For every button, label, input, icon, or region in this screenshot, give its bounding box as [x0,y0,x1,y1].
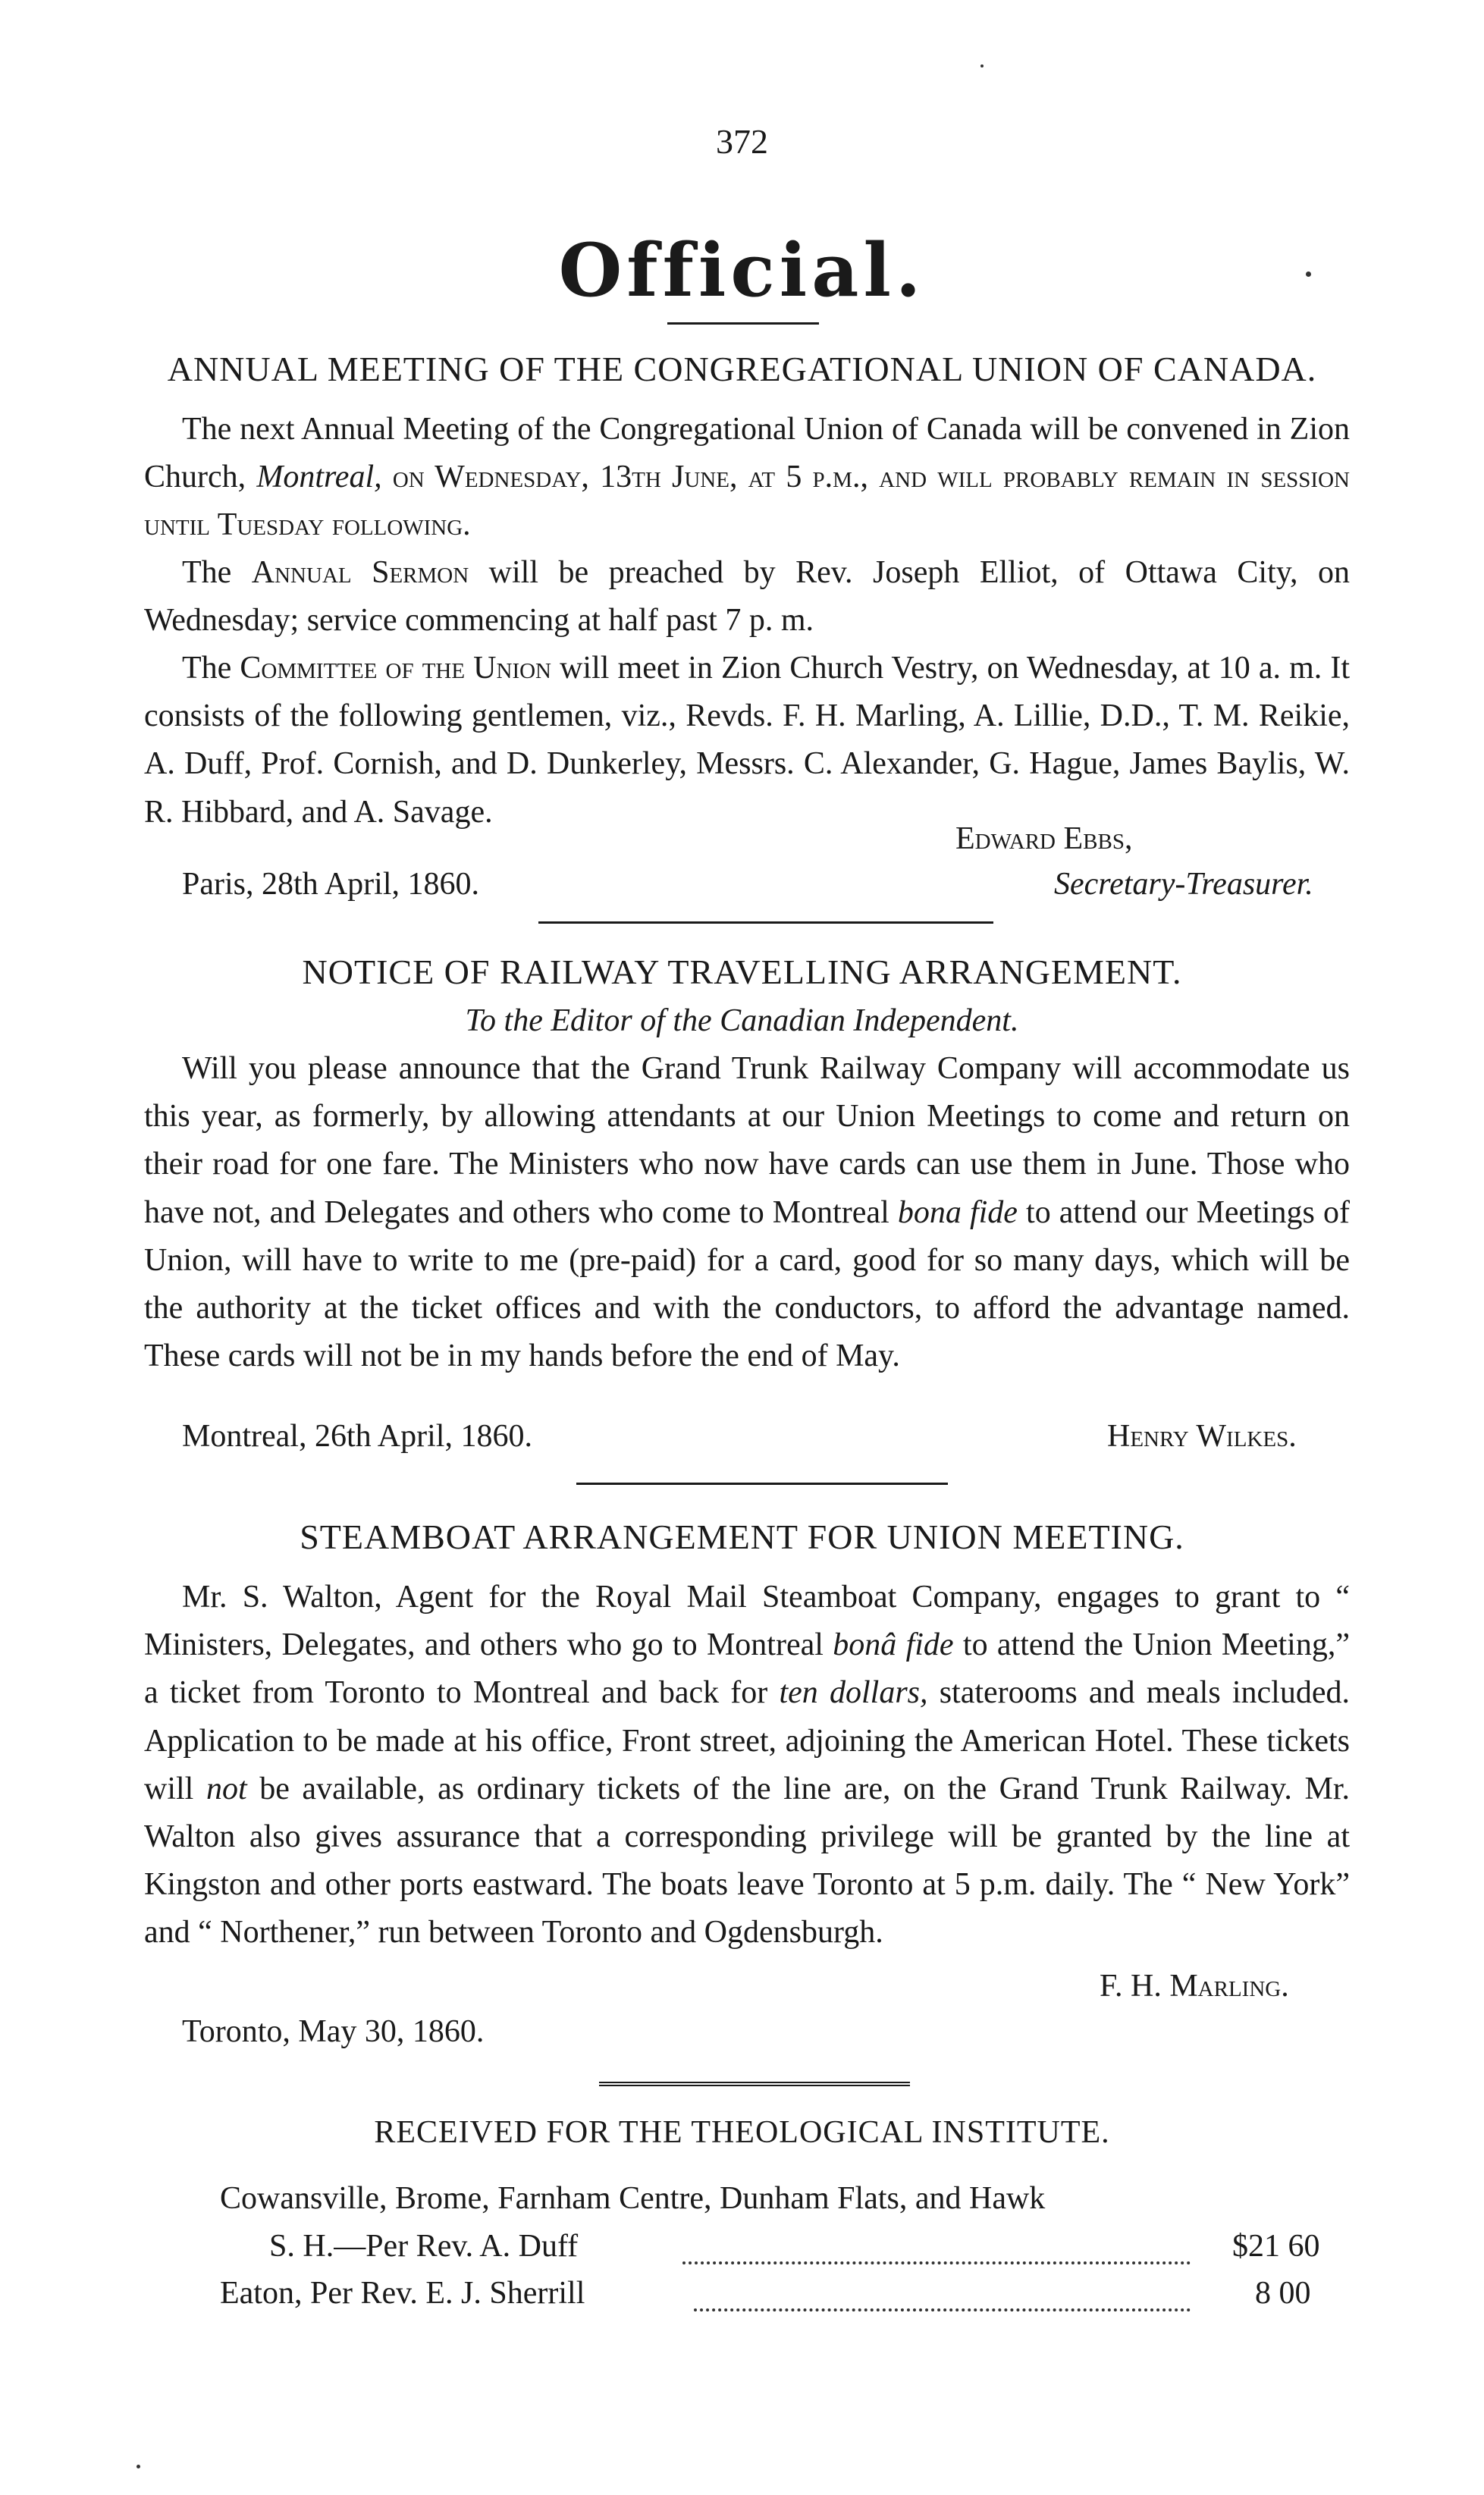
section-rule [576,1483,948,1485]
section-heading-annual-meeting: ANNUAL MEETING OF THE CONGREGATIONAL UNION OF CANADA. [167,350,1317,388]
text-run: Mr. S. Walton, Agent for the Royal Mail Steamboat Company, engages to grant to “ Ministers, Delegates, and others who go to Montreal [144,1580,1350,1663]
receipt-amount: $21 60 [1232,2229,1320,2264]
receipt-amount: 8 00 [1255,2276,1311,2311]
text-run: on Wednesday, 13th June, at 5 p.m., and will probably remain in session until Tuesday following. [144,460,1350,543]
page-number: 372 [716,122,768,161]
scan-speck [980,64,984,67]
signer-name: F. H. Marling. [1100,1969,1289,2004]
text-run: Will you please announce that the Grand Trunk Railway Company will accommodate us this year, as formerly, by allowing attendants at our Union Meetings to come and return on their road for one fare. The Ministers who now have cards can use them in June. Those who have not, and Delegates and others who come to Montreal [144,1051,1350,1230]
page-title: Official. [558,228,926,313]
text-run: The [182,651,240,686]
signer-name: Edward Ebbs, [955,821,1133,856]
text-run: to attend our Meetings of Union, will have to write to me (pre-paid) for a card, good for so many days, which will be the authority at the ticket offices and with the conductors, to afford the advantage named. These cards will not be in my hands before the end of May. [144,1194,1350,1374]
text-run: be available, as ordinary tickets of the line are, on the Grand Trunk Railway. Mr. Walton also gives assurance that a corresponding privilege will be granted by the line at Kingston and other ports eastward. The boats leave Toronto at 5 p.m. daily. The “ New York” and “ Northener,” run between Toronto and Ogdensburgh. [144,1771,1351,1950]
signer-title [1054,866,1313,902]
place-date: Montreal, 26th April, 1860. [182,1419,532,1454]
text-run-italic: not [206,1771,247,1806]
signer-title-text: Secretary-Treasurer. [1054,867,1313,902]
section-heading-steamboat: STEAMBOAT ARRANGEMENT FOR UNION MEETING. [300,1517,1184,1556]
text-run: will be preached by Rev. Joseph Elliot, of Ottawa City, on Wednesday; service commencing at half past 7 p. m. [144,555,1351,639]
leader-dots [682,2261,1191,2264]
text-run-italic: bona fide [897,1194,1018,1230]
place-date: Toronto, May 30, 1860. [182,2014,485,2049]
place-date: Paris, 28th April, 1860. [182,867,480,902]
text-run-smallcaps: Committee of the Union [240,651,551,686]
section-rule [599,2082,910,2089]
signer-name: Henry Wilkes. [1107,1419,1297,1454]
title-rule [667,322,819,325]
section-heading-theological: RECEIVED FOR THE THEOLOGICAL INSTITUTE. [374,2115,1110,2150]
receipt-entry-line [269,2228,1331,2264]
paragraph-annual-sermon [144,549,1350,645]
scan-speck [1306,271,1311,277]
text-run: will meet in Zion Church Vestry, on Wednesday, at 10 a. m. It consists of the following gentlemen, viz., Revds. F. H. Marling, A. Lillie, D.D., T. M. Reikie, A. Duff, Prof. Cornish, and D. Dunkerley, Messrs. C. Alexander, G. Hague, James Baylis, W. R. Hibbard, and A. Savage. [144,651,1351,830]
text-run-italic: bonâ fide [833,1627,954,1663]
text-run-smallcaps: Annual Sermon [251,555,469,590]
text-run: staterooms and meals included. Application to be made at his office, Front street, adjoining the American Hotel. These tickets will [144,1675,1350,1806]
paragraph-committee [144,645,1350,836]
paragraph-annual-meeting [144,406,1350,550]
paragraph-steamboat [144,1574,1350,1957]
text-run: The next Annual Meeting of the Congregational Union of Canada will be convened in Zion Church, [144,412,1350,495]
text-run-italic: ten dollars, [779,1675,928,1711]
paragraph-railway [144,1045,1350,1380]
receipt-entry-line: Cowansville, Brome, Farnham Centre, Dunham Flats, and Hawk [220,2181,1046,2216]
text-run-italic: Montreal, [256,460,382,495]
section-subheading: To the Editor of the Canadian Independent. [465,1003,1019,1038]
receipt-entry-text: S. H.—Per Rev. A. Duff [269,2229,579,2264]
receipt-entry-line: Eaton, Per Rev. E. J. Sherrill [220,2276,585,2311]
section-rule [538,921,993,924]
section-heading-railway: NOTICE OF RAILWAY TRAVELLING ARRANGEMENT. [302,952,1182,991]
text-run: The [182,555,252,590]
scan-speck [136,2465,140,2468]
text-run: to attend the Union Meeting,” a ticket from Toronto to Montreal and back for [144,1627,1350,1711]
leader-dots [694,2308,1191,2311]
